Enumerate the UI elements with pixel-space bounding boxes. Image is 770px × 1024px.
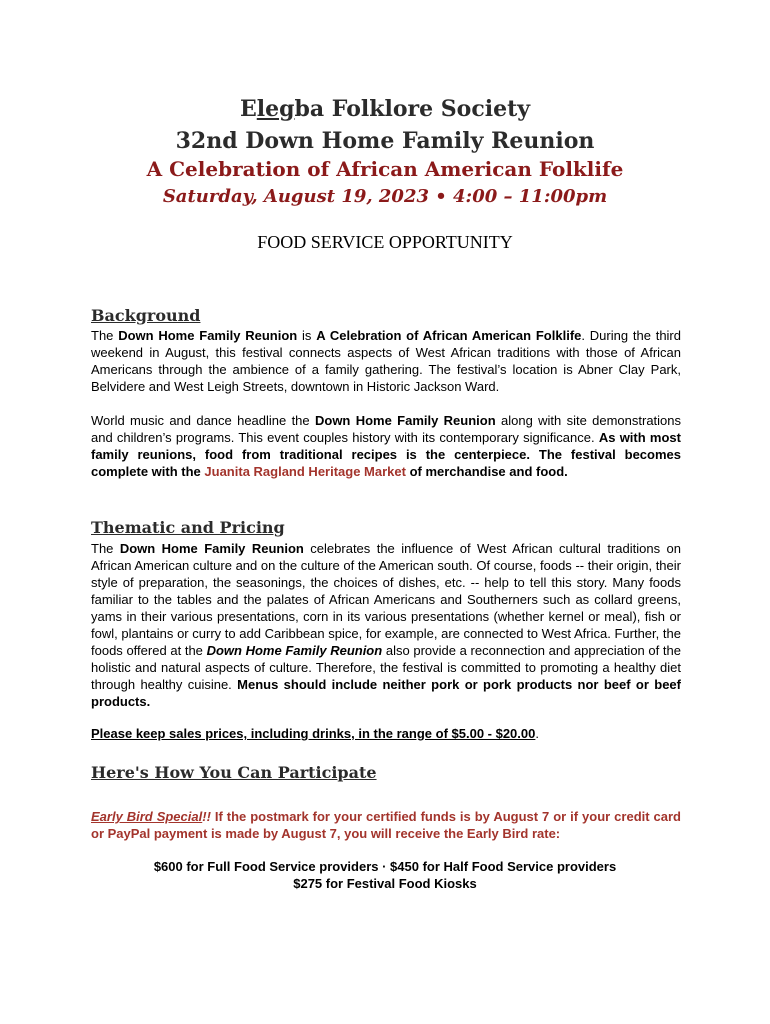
org-title-underlined: leg <box>256 96 295 122</box>
event-date: Saturday, August 19, 2023 • 4:00 – 11:00pm <box>162 186 608 207</box>
rates-line-1: $600 for Full Food Service providers · $450 for Half Food Service providers <box>153 859 617 874</box>
text-run-bold: of merchandise and food. <box>405 464 568 479</box>
rates-line-2: $275 for Festival Food Kiosks <box>293 876 477 891</box>
text-run: is <box>297 328 317 343</box>
text-run: The <box>91 541 120 556</box>
thematic-heading: Thematic and Pricing <box>91 518 285 537</box>
text-run: If the postmark for your certified funds is by August 7 or if your credit card or PayPal payment is made by August 7, you will receive the Early Bird rate: <box>91 809 681 841</box>
text-run-bold: A Celebration of African American Folklife <box>316 328 582 343</box>
text-run: . During the third weekend in August, this festival connects aspects of West African traditions with those of African Americans through the ambience of a family gathering. The festival’s location is Abner Clay Park, Belvidere and West Leigh Streets, downtown in Historic Jackson Ward. <box>91 328 681 394</box>
text-run: The <box>91 328 119 343</box>
text-run-bold: Down Home Family Reunion <box>118 328 298 343</box>
text-run-bold: Menus should include neither pork or pork products nor beef or beef products. <box>91 677 681 709</box>
background-paragraph-1 <box>91 327 681 395</box>
org-title-first: E <box>239 96 257 122</box>
text-run: also provide a reconnection and appreciation of the holistic and natural aspects of culture. Therefore, the festival is committed to promoting a healthy diet through healthy cuisine. <box>91 643 681 692</box>
thematic-paragraph-2 <box>91 725 681 742</box>
text-run-bold: Down Home Family Reunion <box>314 413 496 428</box>
text-run: World music and dance headline the <box>91 413 315 428</box>
heritage-market-link: Juanita Ragland Heritage Market <box>204 464 406 479</box>
org-title-rest: ba Folklore Society <box>294 96 531 122</box>
text-run: . <box>535 726 539 741</box>
background-heading: Background <box>91 306 201 325</box>
text-run-bold: Down Home Family Reunion <box>119 541 304 556</box>
early-bird-label: Early Bird Special <box>91 809 203 824</box>
text-run: celebrates the influence of West African cultural traditions on African American culture and on the culture of the American south. Of course, foods -- their origin, their style of preparation, the seasonings, the choices of dishes, etc. -- help to tell this story. Many foods familiar to the tables and the palates of African Americans and Southerners such as collard greens, yams in their various presentations, corn in its various presentations (whether kernel or meal), fish or fowl, plantains or curry to add Caribbean spice, for example, are connected to West Africa. Further, the foods offered at the <box>91 541 681 658</box>
early-bird-paragraph <box>91 808 681 842</box>
text-run-bold-italic: Down Home Family Reunion <box>206 643 383 658</box>
text-run-bold: As with most family reunions, food from traditional recipes is the centerpiece. The festival becomes complete with the <box>91 430 681 479</box>
early-bird-exclaim: !! <box>202 809 211 824</box>
thematic-paragraph-1 <box>91 540 681 710</box>
price-range-note: Please keep sales prices, including drinks, in the range of $5.00 - $20.00 <box>91 726 536 741</box>
background-paragraph-2 <box>91 412 681 480</box>
event-title: 32nd Down Home Family Reunion <box>175 128 595 154</box>
event-tagline: A Celebration of African American Folklife <box>146 157 624 181</box>
document-subtitle: FOOD SERVICE OPPORTUNITY <box>257 232 513 252</box>
participate-heading: Here's How You Can Participate <box>91 763 377 782</box>
org-title <box>0 96 770 122</box>
text-run: along with site demonstrations and children’s programs. This event couples history with its contemporary significance. <box>91 413 682 445</box>
